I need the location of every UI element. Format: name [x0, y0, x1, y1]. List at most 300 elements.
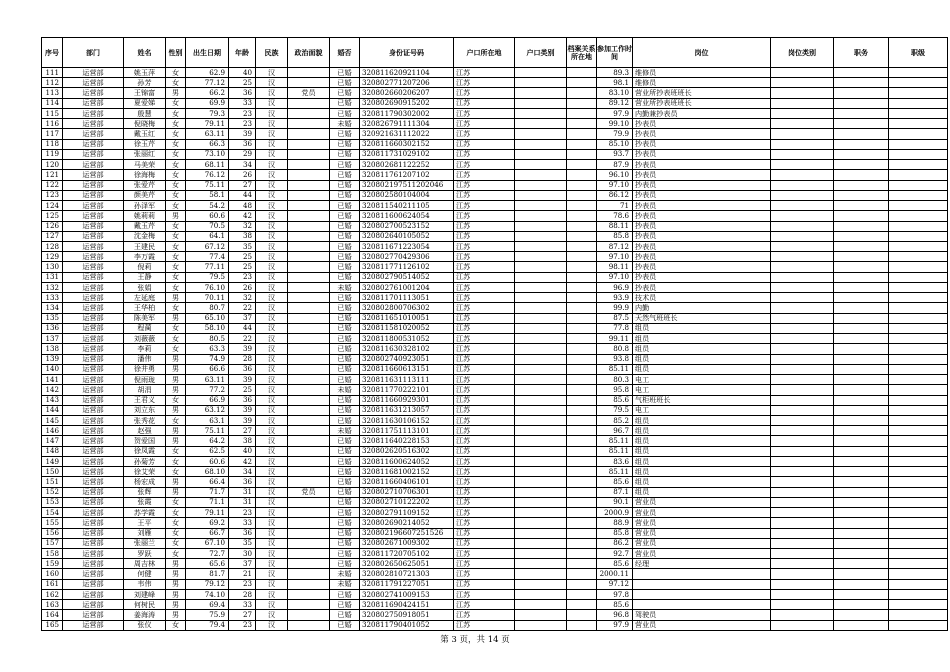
table-cell: 抄表员 — [633, 180, 771, 190]
table-cell — [515, 395, 567, 405]
table-cell — [771, 538, 834, 548]
table-cell — [288, 354, 330, 364]
table-cell: 江苏 — [454, 119, 515, 129]
table-cell — [771, 528, 834, 538]
table-cell: 30 — [229, 549, 256, 559]
table-cell: 116 — [42, 119, 63, 129]
table-cell — [288, 569, 330, 579]
table-row — [42, 477, 948, 487]
table-cell: 40 — [229, 446, 256, 456]
table-cell: 64.2 — [186, 436, 229, 446]
table-cell: 已婚 — [330, 241, 360, 251]
table-cell: 姚玉萍 — [124, 68, 166, 78]
table-cell: 63.3 — [186, 344, 229, 354]
table-cell — [288, 528, 330, 538]
table-cell: 320802196607251526 — [360, 528, 454, 538]
table-cell — [567, 160, 597, 170]
table-cell: 66.9 — [186, 395, 229, 405]
table-cell: 汉 — [256, 477, 288, 487]
table-cell: 汉 — [256, 487, 288, 497]
table-cell: 163 — [42, 600, 63, 610]
table-cell: 女 — [166, 68, 186, 78]
table-cell: 营业员 — [633, 620, 771, 630]
table-cell: 抄表员 — [633, 119, 771, 129]
table-cell: 62.9 — [186, 68, 229, 78]
table-cell: 已婚 — [330, 149, 360, 159]
table-row — [42, 262, 948, 272]
table-cell: 144 — [42, 405, 63, 415]
table-cell: 组员 — [633, 334, 771, 344]
table-cell: 35 — [229, 538, 256, 548]
column-header: 部门 — [63, 38, 124, 68]
table-row — [42, 231, 948, 241]
table-cell — [567, 190, 597, 200]
table-cell — [515, 252, 567, 262]
table-cell — [889, 508, 948, 518]
table-cell: 男 — [166, 487, 186, 497]
column-header: 户口所在地 — [454, 38, 515, 68]
table-cell — [567, 282, 597, 292]
table-cell — [834, 334, 889, 344]
table-cell: 92.7 — [597, 549, 633, 559]
table-cell — [288, 221, 330, 231]
table-cell: 320802710706301 — [360, 487, 454, 497]
table-cell: 87.9 — [597, 160, 633, 170]
table-cell — [288, 620, 330, 630]
table-cell: 党员 — [288, 88, 330, 98]
table-cell — [889, 241, 948, 251]
table-row — [42, 282, 948, 292]
table-cell: 汉 — [256, 354, 288, 364]
table-cell: 抄表员 — [633, 282, 771, 292]
table-cell — [834, 108, 889, 118]
table-cell — [288, 559, 330, 569]
table-cell: 运营部 — [63, 620, 124, 630]
table-cell: 男 — [166, 293, 186, 303]
table-row — [42, 334, 948, 344]
table-cell: 320811640228153 — [360, 436, 454, 446]
table-cell: 137 — [42, 334, 63, 344]
table-row — [42, 385, 948, 395]
table-cell: 运营部 — [63, 160, 124, 170]
table-cell — [288, 385, 330, 395]
table-cell: 112 — [42, 78, 63, 88]
table-cell: 汉 — [256, 508, 288, 518]
column-header: 姓名 — [124, 38, 166, 68]
table-cell: 营业员 — [633, 528, 771, 538]
table-cell: 31 — [229, 497, 256, 507]
table-cell: 已婚 — [330, 487, 360, 497]
table-cell: 王华柏 — [124, 303, 166, 313]
table-cell — [889, 282, 948, 292]
table-row — [42, 211, 948, 221]
table-cell — [834, 446, 889, 456]
table-cell — [567, 201, 597, 211]
table-cell — [515, 272, 567, 282]
table-cell: 驾驶员 — [633, 610, 771, 620]
table-cell — [515, 456, 567, 466]
table-cell — [771, 160, 834, 170]
table-cell: 男 — [166, 385, 186, 395]
table-row — [42, 344, 948, 354]
table-cell: 83.10 — [597, 88, 633, 98]
table-cell: 女 — [166, 620, 186, 630]
table-cell — [834, 620, 889, 630]
table-cell: 31 — [229, 487, 256, 497]
table-cell — [834, 282, 889, 292]
table-cell: 97.10 — [597, 180, 633, 190]
table-cell — [771, 323, 834, 333]
table-cell — [889, 467, 948, 477]
table-cell: 320811800531052 — [360, 334, 454, 344]
table-cell — [567, 303, 597, 313]
table-cell: 96.8 — [597, 610, 633, 620]
table-cell: 141 — [42, 375, 63, 385]
table-cell: 程蔺 — [124, 323, 166, 333]
table-row — [42, 221, 948, 231]
table-cell: 江苏 — [454, 282, 515, 292]
table-cell: 汉 — [256, 456, 288, 466]
table-cell: 85.11 — [597, 364, 633, 374]
table-cell: 女 — [166, 241, 186, 251]
table-cell: 汉 — [256, 589, 288, 599]
table-cell: 154 — [42, 508, 63, 518]
table-cell: 已婚 — [330, 252, 360, 262]
table-cell — [567, 589, 597, 599]
table-cell: 女 — [166, 446, 186, 456]
table-cell — [771, 119, 834, 129]
table-cell: 运营部 — [63, 211, 124, 221]
table-cell: 罗跃 — [124, 549, 166, 559]
table-cell: 运营部 — [63, 446, 124, 456]
table-cell — [633, 569, 771, 579]
table-cell: 男 — [166, 477, 186, 487]
table-cell: 李莉 — [124, 344, 166, 354]
table-cell: 已婚 — [330, 334, 360, 344]
table-cell: 江苏 — [454, 559, 515, 569]
table-cell: 张仪 — [124, 620, 166, 630]
table-cell — [567, 180, 597, 190]
table-cell — [889, 108, 948, 118]
table-cell: 夏爱娣 — [124, 98, 166, 108]
table-cell: 36 — [229, 88, 256, 98]
table-cell: 女 — [166, 395, 186, 405]
table-cell — [288, 108, 330, 118]
table-cell — [288, 68, 330, 78]
table-cell: 120 — [42, 160, 63, 170]
table-cell: 320802620516302 — [360, 446, 454, 456]
table-cell: 气柜班班长 — [633, 395, 771, 405]
table-cell: 运营部 — [63, 252, 124, 262]
table-cell — [889, 415, 948, 425]
table-cell — [771, 272, 834, 282]
table-cell — [889, 559, 948, 569]
table-cell — [771, 221, 834, 231]
table-cell: 320802750918051 — [360, 610, 454, 620]
table-cell: 女 — [166, 221, 186, 231]
table-cell: 汉 — [256, 518, 288, 528]
table-cell: 已婚 — [330, 98, 360, 108]
table-cell — [515, 497, 567, 507]
table-cell: 60.6 — [186, 456, 229, 466]
table-cell: 江苏 — [454, 252, 515, 262]
table-cell — [515, 589, 567, 599]
table-cell: 121 — [42, 170, 63, 180]
table-cell: 320802770429306 — [360, 252, 454, 262]
table-cell — [567, 78, 597, 88]
table-cell: 江苏 — [454, 538, 515, 548]
table-cell: 汉 — [256, 467, 288, 477]
table-cell — [288, 395, 330, 405]
table-cell — [288, 436, 330, 446]
table-cell — [567, 252, 597, 262]
table-cell: 运营部 — [63, 201, 124, 211]
table-cell — [889, 149, 948, 159]
table-cell: 已婚 — [330, 88, 360, 98]
table-cell — [889, 252, 948, 262]
table-cell: 女 — [166, 139, 186, 149]
column-header: 序号 — [42, 38, 63, 68]
table-cell — [515, 569, 567, 579]
table-cell: 80.7 — [186, 303, 229, 313]
table-cell: 运营部 — [63, 180, 124, 190]
table-cell: 维修员 — [633, 68, 771, 78]
table-cell: 23 — [229, 508, 256, 518]
table-cell — [834, 426, 889, 436]
table-cell: 组员 — [633, 436, 771, 446]
table-cell: 77.4 — [186, 252, 229, 262]
table-cell — [771, 108, 834, 118]
table-cell: 已婚 — [330, 456, 360, 466]
table-cell: 66.6 — [186, 364, 229, 374]
table-cell: 江苏 — [454, 467, 515, 477]
table-cell: 320811701113051 — [360, 293, 454, 303]
table-cell: 2000.11 — [597, 569, 633, 579]
table-cell: 未婚 — [330, 579, 360, 589]
table-cell: 运营部 — [63, 334, 124, 344]
table-cell: 113 — [42, 88, 63, 98]
table-cell: 汉 — [256, 139, 288, 149]
table-cell: 320802671009302 — [360, 538, 454, 548]
table-cell — [771, 98, 834, 108]
table-cell: 99.9 — [597, 303, 633, 313]
table-cell — [567, 221, 597, 231]
table-cell: 运营部 — [63, 241, 124, 251]
table-cell — [771, 129, 834, 139]
table-cell: 王静 — [124, 272, 166, 282]
table-cell — [567, 344, 597, 354]
table-cell: 江苏 — [454, 262, 515, 272]
table-cell — [834, 68, 889, 78]
table-cell: 64.1 — [186, 231, 229, 241]
table-cell: 戴玉芹 — [124, 221, 166, 231]
table-cell: 97.12 — [597, 579, 633, 589]
table-cell: 抄表员 — [633, 160, 771, 170]
table-cell: 128 — [42, 241, 63, 251]
table-cell — [834, 518, 889, 528]
table-cell — [515, 354, 567, 364]
table-cell — [567, 211, 597, 221]
table-cell: 117 — [42, 129, 63, 139]
table-cell: 汉 — [256, 149, 288, 159]
table-cell: 营业员 — [633, 497, 771, 507]
table-cell: 32 — [229, 221, 256, 231]
table-cell: 左延庭 — [124, 293, 166, 303]
table-cell — [288, 415, 330, 425]
table-cell: 42 — [229, 211, 256, 221]
table-cell — [834, 497, 889, 507]
table-cell: 26 — [229, 282, 256, 292]
table-cell: 组员 — [633, 415, 771, 425]
table-cell — [515, 78, 567, 88]
table-cell: 女 — [166, 252, 186, 262]
table-cell: 营业员 — [633, 518, 771, 528]
table-cell: 85.2 — [597, 415, 633, 425]
table-cell: 71 — [597, 201, 633, 211]
table-cell: 已婚 — [330, 160, 360, 170]
table-cell — [771, 364, 834, 374]
table-cell: 未婚 — [330, 569, 360, 579]
table-cell: 汉 — [256, 323, 288, 333]
table-cell — [771, 313, 834, 323]
table-cell: 23 — [229, 620, 256, 630]
table-cell: 运营部 — [63, 323, 124, 333]
table-cell: 运营部 — [63, 538, 124, 548]
table-row — [42, 129, 948, 139]
table-cell — [834, 303, 889, 313]
table-cell: 汉 — [256, 108, 288, 118]
table-cell: 女 — [166, 456, 186, 466]
table-cell — [834, 252, 889, 262]
table-cell: 江苏 — [454, 436, 515, 446]
table-cell: 女 — [166, 180, 186, 190]
table-cell — [567, 436, 597, 446]
table-cell: 江苏 — [454, 487, 515, 497]
table-cell — [515, 610, 567, 620]
table-cell — [889, 589, 948, 599]
table-cell: 85.11 — [597, 436, 633, 446]
table-cell: 32 — [229, 293, 256, 303]
table-cell: 320826791111304 — [360, 119, 454, 129]
table-row — [42, 436, 948, 446]
table-cell: 已婚 — [330, 405, 360, 415]
table-cell: 江苏 — [454, 68, 515, 78]
table-cell — [889, 129, 948, 139]
table-cell: 93.8 — [597, 354, 633, 364]
table-cell: 运营部 — [63, 190, 124, 200]
table-cell: 组员 — [633, 364, 771, 374]
table-cell: 320811681002152 — [360, 467, 454, 477]
table-cell: 王君义 — [124, 395, 166, 405]
table-cell: 88.11 — [597, 221, 633, 231]
table-cell: 女 — [166, 98, 186, 108]
table-cell: 江苏 — [454, 600, 515, 610]
table-cell — [889, 139, 948, 149]
table-cell: 抄表员 — [633, 149, 771, 159]
table-cell: 77.11 — [186, 262, 229, 272]
table-cell: 98.1 — [597, 78, 633, 88]
table-cell: 汉 — [256, 610, 288, 620]
table-row — [42, 190, 948, 200]
table-cell: 54.2 — [186, 201, 229, 211]
table-cell: 73.10 — [186, 149, 229, 159]
table-cell: 殷慧 — [124, 108, 166, 118]
table-cell — [288, 201, 330, 211]
table-cell — [889, 221, 948, 231]
table-cell: 99.11 — [597, 334, 633, 344]
table-cell — [771, 589, 834, 599]
table-cell — [633, 600, 771, 610]
table-cell — [288, 426, 330, 436]
table-cell: 已婚 — [330, 190, 360, 200]
table-cell: 女 — [166, 538, 186, 548]
table-row — [42, 508, 948, 518]
table-cell: 组员 — [633, 323, 771, 333]
table-cell: 苏学霞 — [124, 508, 166, 518]
table-cell: 已婚 — [330, 211, 360, 221]
table-cell: 320921631112022 — [360, 129, 454, 139]
table-cell: 79.3 — [186, 108, 229, 118]
table-cell — [567, 395, 597, 405]
table-cell: 130 — [42, 262, 63, 272]
table-cell: 320811660613151 — [360, 364, 454, 374]
table-cell: 已婚 — [330, 508, 360, 518]
table-cell — [288, 610, 330, 620]
table-cell — [515, 334, 567, 344]
table-row — [42, 579, 948, 589]
table-cell: 39 — [229, 405, 256, 415]
table-cell: 79.5 — [597, 405, 633, 415]
table-cell: 江苏 — [454, 201, 515, 211]
table-cell — [771, 354, 834, 364]
table-cell: 女 — [166, 467, 186, 477]
table-cell: 165 — [42, 620, 63, 630]
table-cell — [771, 456, 834, 466]
table-cell: 汉 — [256, 344, 288, 354]
column-header: 出生日期 — [186, 38, 229, 68]
table-cell — [771, 68, 834, 78]
table-cell — [567, 549, 597, 559]
table-row — [42, 78, 948, 88]
table-cell — [288, 467, 330, 477]
table-cell: 张爱芹 — [124, 180, 166, 190]
table-cell: 徐玉芹 — [124, 139, 166, 149]
table-cell — [567, 88, 597, 98]
table-cell: 97.9 — [597, 620, 633, 630]
table-cell: 抄表员 — [633, 272, 771, 282]
table-cell: 汉 — [256, 293, 288, 303]
table-cell: 155 — [42, 518, 63, 528]
table-cell: 运营部 — [63, 139, 124, 149]
table-cell: 男 — [166, 569, 186, 579]
table-cell: 158 — [42, 549, 63, 559]
table-cell: 女 — [166, 78, 186, 88]
table-cell: 87.12 — [597, 241, 633, 251]
table-cell — [889, 446, 948, 456]
table-row — [42, 528, 948, 538]
table-cell — [288, 497, 330, 507]
table-cell — [834, 467, 889, 477]
table-cell: 运营部 — [63, 221, 124, 231]
table-cell — [771, 446, 834, 456]
table-cell: 320802761001204 — [360, 282, 454, 292]
table-cell: 颜美芹 — [124, 190, 166, 200]
table-cell — [288, 241, 330, 251]
table-cell — [834, 190, 889, 200]
table-cell: 320811671223054 — [360, 241, 454, 251]
table-cell: 已婚 — [330, 231, 360, 241]
table-cell: 25 — [229, 252, 256, 262]
